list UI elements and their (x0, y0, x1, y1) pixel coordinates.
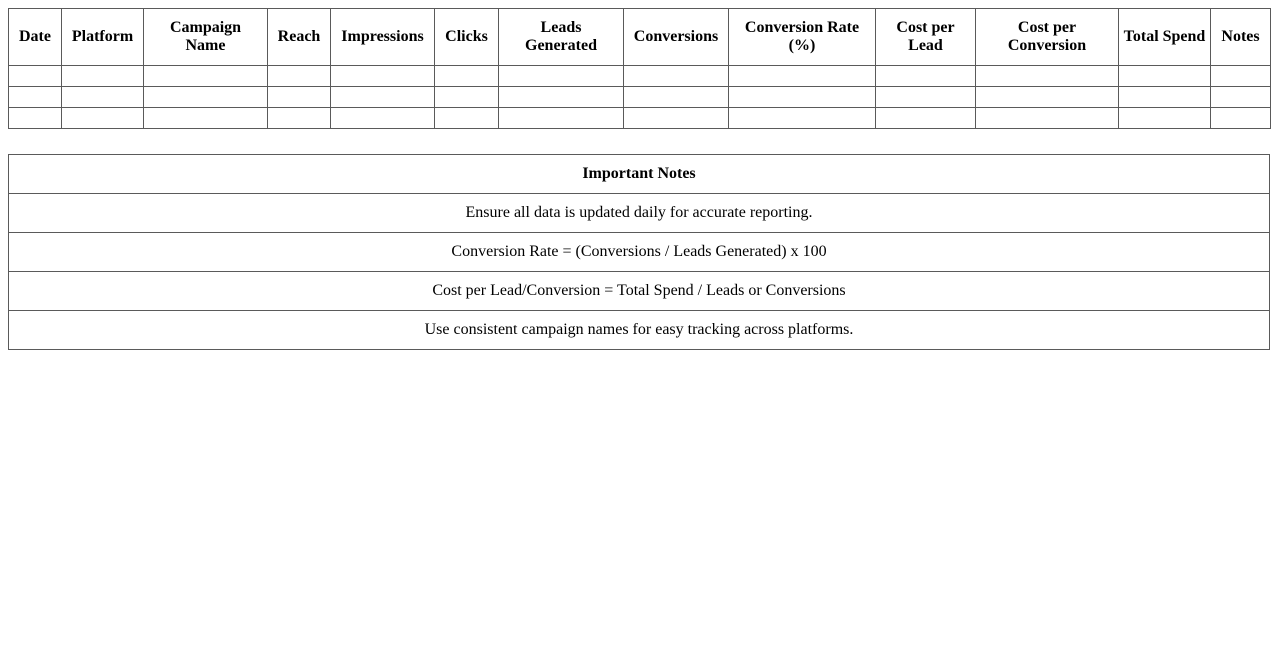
column-header-total-spend: Total Spend (1119, 9, 1211, 66)
column-header-campaign-name: Campaign Name (144, 9, 268, 66)
table-cell[interactable] (268, 87, 331, 108)
table-cell[interactable] (435, 66, 499, 87)
table-body (9, 66, 1271, 129)
column-header-platform: Platform (62, 9, 144, 66)
table-cell[interactable] (876, 66, 976, 87)
note-row (9, 233, 1270, 272)
table-cell[interactable] (1119, 66, 1211, 87)
column-header-conversion-rate: Conversion Rate (%) (729, 9, 876, 66)
table-cell[interactable] (976, 87, 1119, 108)
table-cell[interactable] (435, 108, 499, 129)
table-cell[interactable] (876, 87, 976, 108)
table-cell[interactable] (62, 66, 144, 87)
note-item: Use consistent campaign names for easy tracking across platforms. (9, 311, 1270, 350)
column-header-leads-generated: Leads Generated (499, 9, 624, 66)
table-cell[interactable] (9, 87, 62, 108)
column-header-impressions: Impressions (331, 9, 435, 66)
table-cell[interactable] (1119, 108, 1211, 129)
table-cell[interactable] (499, 87, 624, 108)
table-cell[interactable] (1211, 87, 1271, 108)
table-cell[interactable] (331, 66, 435, 87)
table-cell[interactable] (729, 108, 876, 129)
table-cell[interactable] (268, 66, 331, 87)
table-cell[interactable] (331, 108, 435, 129)
important-notes-table (8, 154, 1270, 350)
table-cell[interactable] (976, 108, 1119, 129)
table-row (9, 66, 1271, 87)
note-row (9, 272, 1270, 311)
table-cell[interactable] (729, 87, 876, 108)
table-cell[interactable] (435, 87, 499, 108)
table-cell[interactable] (624, 66, 729, 87)
column-header-conversions: Conversions (624, 9, 729, 66)
column-header-date: Date (9, 9, 62, 66)
table-cell[interactable] (499, 66, 624, 87)
column-header-cost-per-conversion: Cost per Conversion (976, 9, 1119, 66)
notes-heading: Important Notes (9, 155, 1270, 194)
note-item: Ensure all data is updated daily for accurate reporting. (9, 194, 1270, 233)
table-cell[interactable] (1211, 108, 1271, 129)
column-header-clicks: Clicks (435, 9, 499, 66)
table-cell[interactable] (624, 87, 729, 108)
column-header-cost-per-lead: Cost per Lead (876, 9, 976, 66)
table-cell[interactable] (1119, 87, 1211, 108)
table-cell[interactable] (9, 108, 62, 129)
column-header-reach: Reach (268, 9, 331, 66)
table-header-row (9, 9, 1271, 66)
campaign-tracking-table (8, 8, 1271, 129)
table-cell[interactable] (624, 108, 729, 129)
table-cell[interactable] (331, 87, 435, 108)
table-cell[interactable] (976, 66, 1119, 87)
note-item: Conversion Rate = (Conversions / Leads Generated) x 100 (9, 233, 1270, 272)
table-cell[interactable] (62, 87, 144, 108)
table-cell[interactable] (144, 108, 268, 129)
table-cell[interactable] (268, 108, 331, 129)
notes-heading-row (9, 155, 1270, 194)
table-cell[interactable] (144, 66, 268, 87)
table-cell[interactable] (499, 108, 624, 129)
table-cell[interactable] (144, 87, 268, 108)
column-header-notes: Notes (1211, 9, 1271, 66)
table-row (9, 87, 1271, 108)
table-cell[interactable] (9, 66, 62, 87)
table-cell[interactable] (1211, 66, 1271, 87)
table-row (9, 108, 1271, 129)
table-cell[interactable] (876, 108, 976, 129)
note-row (9, 194, 1270, 233)
note-item: Cost per Lead/Conversion = Total Spend / Leads or Conversions (9, 272, 1270, 311)
table-cell[interactable] (62, 108, 144, 129)
note-row (9, 311, 1270, 350)
table-cell[interactable] (729, 66, 876, 87)
